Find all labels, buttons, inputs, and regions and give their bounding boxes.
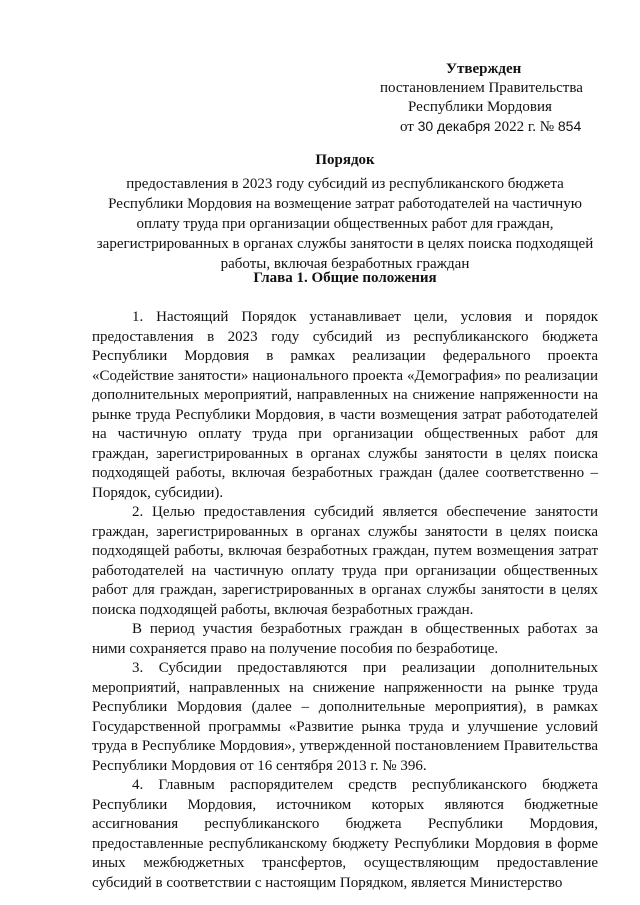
document-title	[92, 150, 598, 274]
approval-month: декабря	[436, 118, 491, 134]
paragraph: В период участия безработных граждан в общественных работах за ними сохраняется право на получение пособия по безработице.	[92, 621, 598, 657]
approval-date-line	[380, 117, 620, 137]
approval-year: 2022 г. №	[494, 119, 555, 135]
chapter-heading: Глава 1. Общие положения	[253, 270, 437, 286]
approval-heading: Утвержден	[446, 61, 522, 77]
document-body	[92, 308, 598, 893]
title-main: Порядок	[315, 152, 375, 168]
approval-date-prefix: от	[400, 119, 414, 135]
title-subtitle: предоставления в 2023 году субсидий из республиканского бюджета Республики Мордовия на возмещение затрат работодателей на частичную оплату труда при организации общественных работ для граждан, зарегистрированных в органах службы занятости в целях поиска подходящей работы, включая безработных граждан	[96, 176, 594, 272]
approval-line-1: постановлением Правительства	[380, 80, 583, 96]
paragraph: 1. Настоящий Порядок устанавливает цели, условия и порядок предоставления в 2023 году субсидий из республиканского бюджета Республики Мордовия в рамках реализации федерального проекта «Содействие занятости» национального проекта «Демография» по реализации дополнительных мероприятий, направленных на снижение напряженности на рынке труда Республики Мордовия, в части возмещения затрат работодателей на частичную оплату труда при организации общественных работ для граждан, зарегистрированных в органах службы занятости в целях поиска подходящей работы, включая безработных граждан (далее соответственно – Порядок, субсидии).	[92, 309, 598, 501]
approval-stamp	[380, 60, 620, 137]
paragraph: 3. Субсидии предоставляются при реализации дополнительных мероприятий, направленных на снижение напряженности на рынке труда Республики Мордовия (далее – дополнительные мероприятия), в рамках Государственной программы «Развитие рынка труда и улучшение условий труда в Республике Мордовия», утвержденной постановлением Правительства Республики Мордовия от 16 сентября 2013 г. № 396.	[92, 660, 598, 774]
paragraph: 4. Главным распорядителем средств республиканского бюджета Республики Мордовия, источником которых являются бюджетные ассигнования республиканского бюджета Республики Мордовия, предоставленные республиканскому бюджету Республики Мордовия в форме иных межбюджетных трансфертов, осуществляющим предоставление субсидий в соответствии с настоящим Порядком, является Министерство	[92, 777, 598, 891]
approval-line-2: Республики Мордовия	[408, 99, 552, 115]
paragraph: 2. Целью предоставления субсидий является обеспечение занятости граждан, зарегистрированных в органах службы занятости в целях поиска подходящей работы, включая безработных граждан, путем возмещения затрат работодателей на частичную оплату труда при организации общественных работ для граждан, зарегистрированных в органах службы занятости в целях поиска подходящей работы, включая безработных граждан.	[92, 504, 598, 618]
approval-number: 854	[557, 118, 582, 134]
approval-day: 30	[417, 118, 434, 134]
